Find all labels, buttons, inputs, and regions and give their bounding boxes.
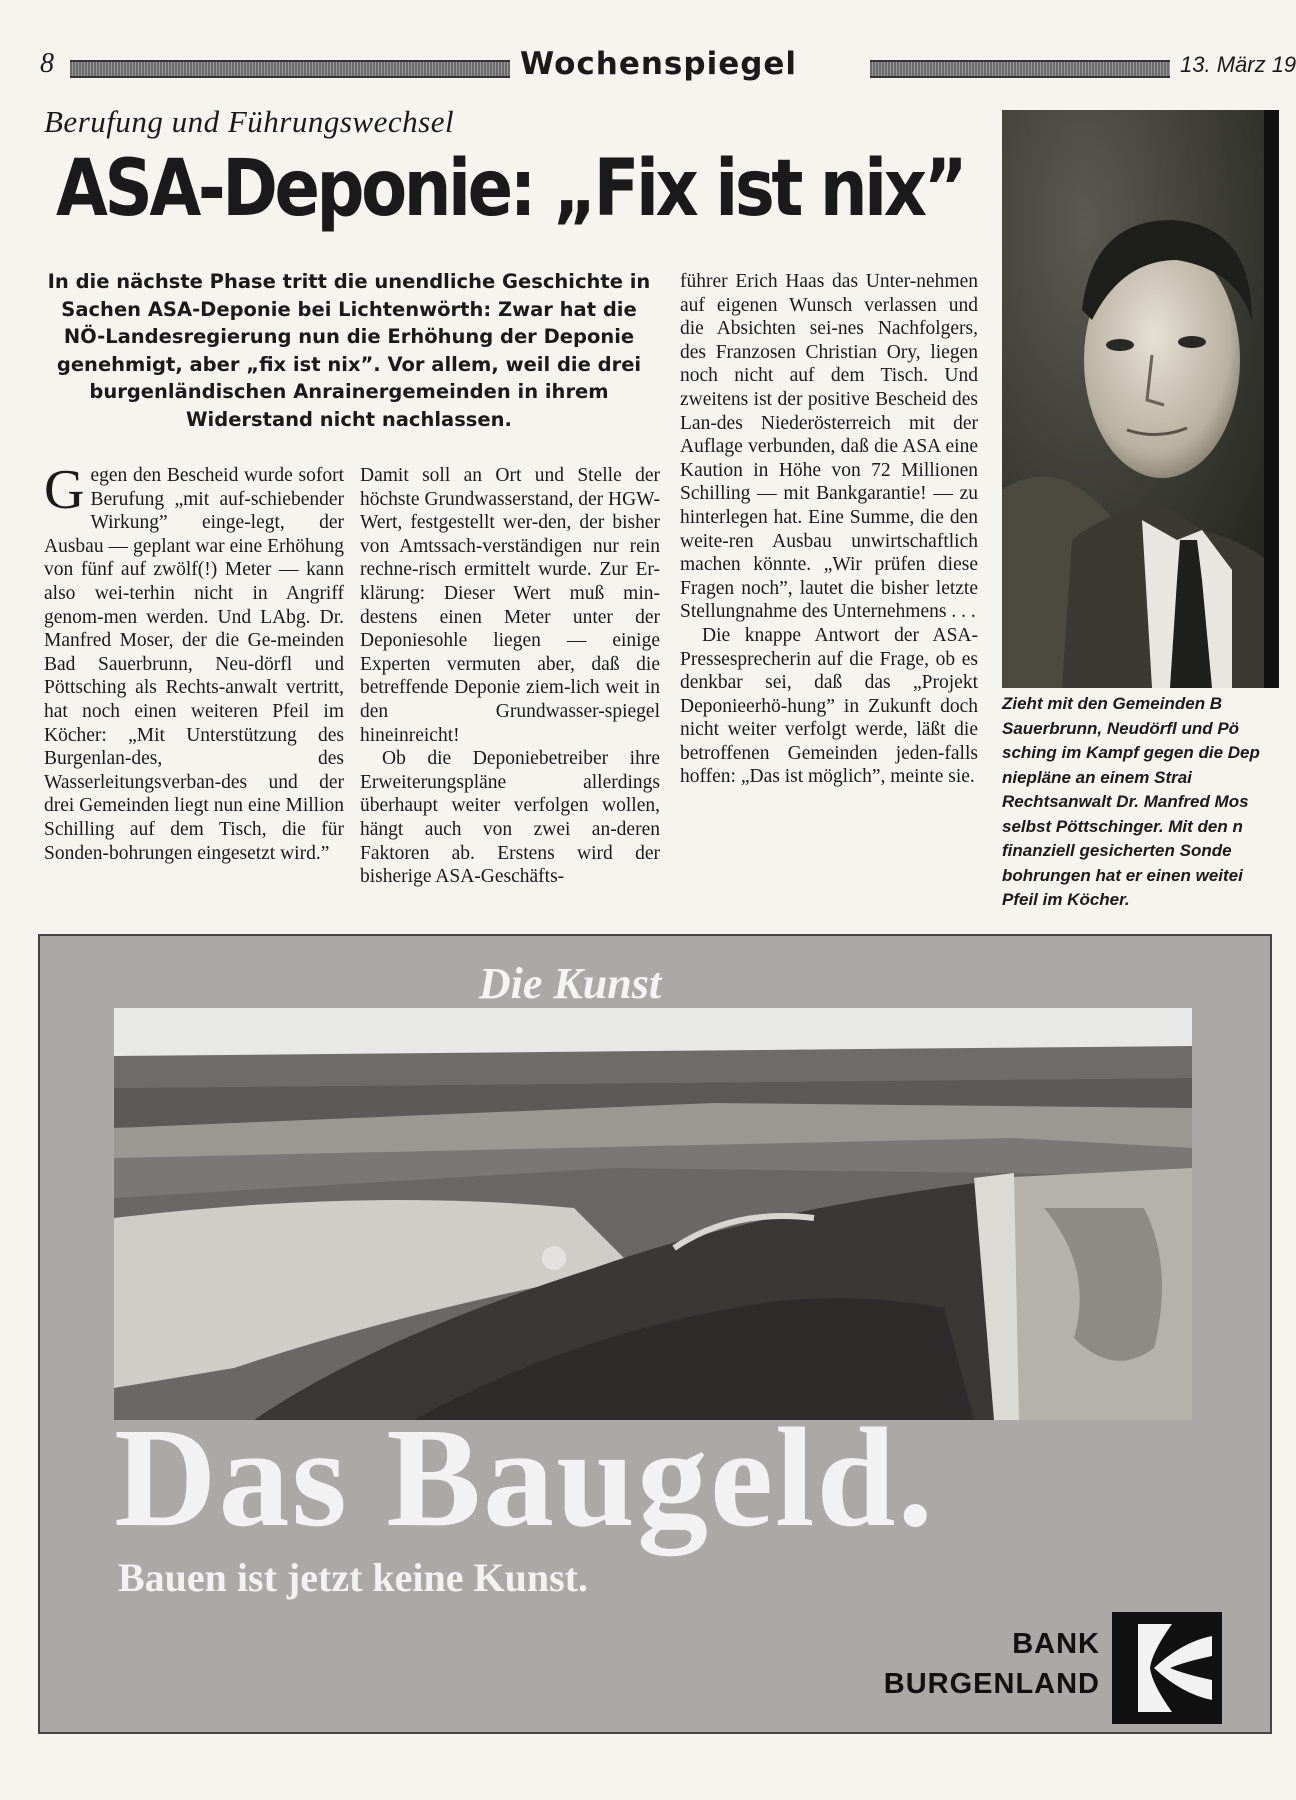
column-2-paragraph-1: Damit soll an Ort und Stelle der höchste Grundwasserstand, der HGW-Wert, festgestellt wer-den, der bisher von Amtssach-verständigen nur rein rechne-risch ermittelt wurde. Zur Er-klärung: Dieser Wert muß min-destens einen Meter unter der Deponiesohle liegen — einige Experten vermuten aber, daß die betreffende Deponie ziem-lich weit in den Grundwasser-spiegel hineinreicht! xyxy=(360,465,661,746)
page-number: 8 xyxy=(40,48,54,79)
column-2-paragraph-2: Ob die Deponiebetreiber ihre Erweiterungspläne allerdings überhaupt weiter verfolgen wollen, hängt auch von zwei an-deren Faktoren ab. Erstens wird der bisherige ASA-Geschäfts- xyxy=(360,748,660,888)
article-headline: ASA-Deponie: „Fix ist nix” xyxy=(56,144,965,234)
bank-branding xyxy=(830,1586,1270,1726)
column-1-paragraph: egen den Bescheid wurde sofort Berufung „mit auf-schiebender Wirkung” einge-legt, der Ausbau — geplant war eine Erhöhung von fünf auf zwölf(!) Meter — kann also wei-terhin nicht in Angriff genom-men werden. Und LAbg. Dr. Manfred Moser, der die Ge-meinden Bad Sauerbrunn, Neu-dörfl und Pöttsching als Rechts-anwalt vertritt, hat noch einen weiteren Pfeil im Köcher: „Mit Unterstützung des Burgenlan-des, des Wasserleitungsverban-des und der drei Gemeinden liegt nun eine Million Schilling auf dem Tisch, die für Sonden-bohrungen eingesetzt wird.” xyxy=(44,465,344,864)
ad-headline: Das Baugeld. xyxy=(114,1398,935,1556)
portrait-photo xyxy=(1002,110,1279,688)
landscape-painting xyxy=(114,1008,1192,1420)
article-column-3 xyxy=(680,270,978,789)
portrait-illustration xyxy=(1002,110,1279,688)
article-column-1 xyxy=(44,459,344,865)
article-column-2 xyxy=(360,464,660,889)
painting-illustration xyxy=(114,1008,1192,1420)
caption-line: sching im Kampf gegen die Dep xyxy=(1002,743,1260,762)
ad-top-label: Die Kunst xyxy=(478,959,662,1008)
caption-line: Rechtsanwalt Dr. Manfred Mos xyxy=(1002,792,1249,811)
issue-date: 13. März 19 xyxy=(1180,52,1296,77)
bank-advertisement xyxy=(38,934,1272,1734)
caption-line: Sauerbrunn, Neudörfl und Pö xyxy=(1002,718,1240,738)
article-lead: In die nächste Phase tritt die unendliche Geschichte in Sachen ASA-Deponie bei Lichtenwörth: Zwar hat die NÖ-Landesregierung nun die Erhöhung der Deponie genehmigt, aber „fix ist nix”. Vor allem, weil die drei burgenländischen Anrainergemeinden in ihrem Widerstand nicht nachlassen. xyxy=(47,270,651,431)
header-rule-left xyxy=(70,60,510,78)
publication-title: Wochenspiegel xyxy=(520,46,798,82)
bank-name-line-2: BURGENLAND xyxy=(883,1668,1100,1700)
caption-line: Zieht mit den Gemeinden B xyxy=(1002,694,1223,713)
bank-logo-icon xyxy=(1112,1612,1222,1724)
ad-subline: Bauen ist jetzt keine Kunst. xyxy=(118,1555,588,1600)
page-header xyxy=(40,44,1296,84)
caption-line: selbst Pöttschinger. Mit den n xyxy=(1002,816,1243,836)
article-kicker: Berufung und Führungswechsel xyxy=(44,104,455,139)
caption-line: niepläne an einem Strai xyxy=(1002,767,1192,787)
column-3-paragraph-1: führer Erich Haas das Unter-nehmen auf eigenen Wunsch verlassen und die Absichten sei-nes Nachfolgers, des Franzosen Christian Ory, liegen noch nicht auf dem Tisch. Und zweitens ist der positive Bescheid des Lan-des Niederösterreich mit der Auflage verbunden, daß die ASA eine Kaution in Höhe von 72 Millionen Schilling — mit Bankgarantie! — zu hinterlegen hat. Eine Summe, die den weite-ren Ausbau unwirtschaftlich machen könnte. „Wir prüfen diese Fragen noch”, lautet die bisher letzte Stellungnahme des Unternehmens . . . xyxy=(680,271,978,623)
caption-line: bohrungen hat er einen weitei xyxy=(1002,865,1243,885)
column-3-paragraph-2: Die knappe Antwort der ASA-Pressesprecherin auf die Frage, ob es denkbar sei, daß das „Projekt Deponieerhö-hung” in Zukunft doch nicht weiter verfolgt werde, läßt die betroffenen Gemeinden jeden-falls hoffen: „Das ist möglich”, meinte sie. xyxy=(680,624,978,788)
header-rule-right xyxy=(870,60,1170,78)
caption-line: finanziell gesicherten Sonde xyxy=(1002,841,1232,860)
drop-cap: G xyxy=(44,459,85,521)
caption-line: Pfeil im Köcher. xyxy=(1002,890,1130,909)
bank-name-line-1: BANK xyxy=(1012,1628,1100,1660)
photo-caption xyxy=(1002,692,1279,913)
